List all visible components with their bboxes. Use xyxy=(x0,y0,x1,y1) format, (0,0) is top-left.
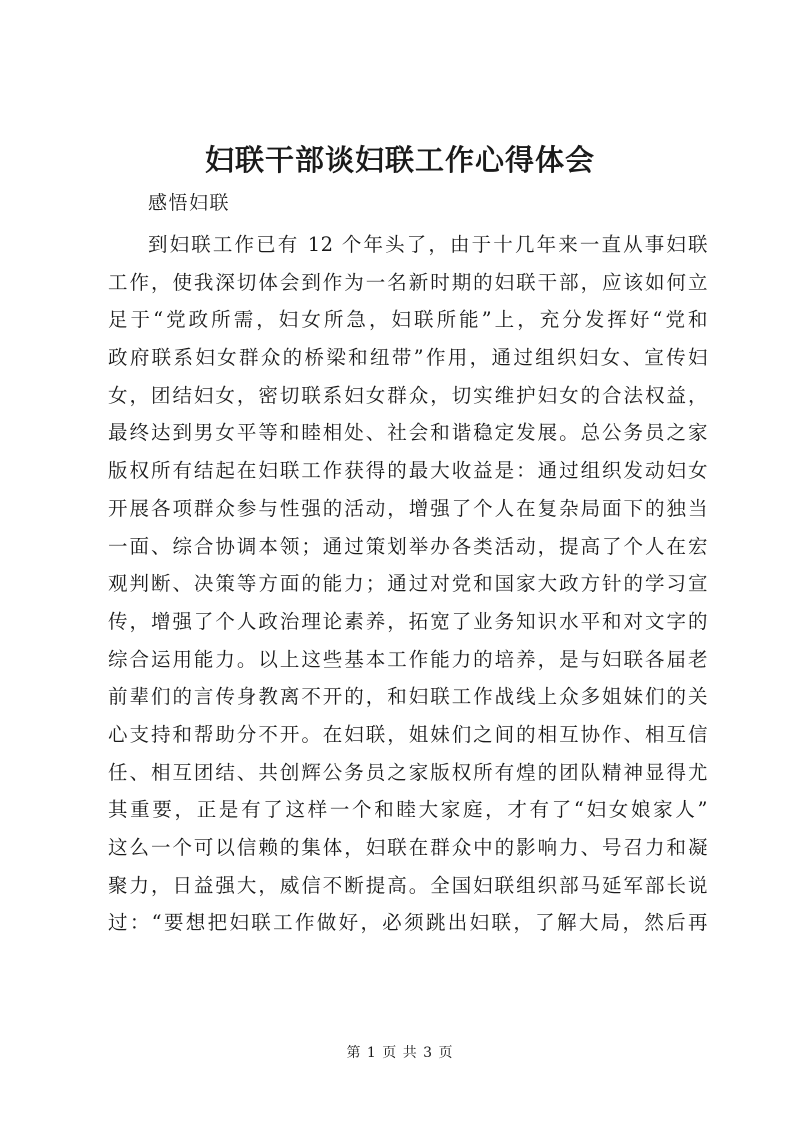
body-line: 女，团结妇女，密切联系妇女群众，切实维护妇女的合法权益， xyxy=(108,383,708,407)
body-line: 工作，使我深切体会到作为一名新时期的妇联干部，应该如何立 xyxy=(108,270,708,294)
body-line: 版权所有结起在妇联工作获得的最大收益是：通过组织发动妇女 xyxy=(108,459,708,483)
page-footer: 第 1 页 共 3 页 xyxy=(346,1045,454,1061)
body-line: 开展各项群众参与性强的活动，增强了个人在复杂局面下的独当 xyxy=(108,496,708,520)
body-line: 最终达到男女平等和睦相处、社会和谐稳定发展。总公务员之家 xyxy=(108,421,708,445)
body-line: 传，增强了个人政治理论素养，拓宽了业务知识水平和对文字的 xyxy=(108,609,708,633)
body-line: 聚力，日益强大，威信不断提高。全国妇联组织部马延军部长说 xyxy=(108,873,708,897)
body-line: 政府联系妇女群众的桥梁和纽带”作用，通过组织妇女、宣传妇 xyxy=(108,346,708,370)
body-line: 综合运用能力。以上这些基本工作能力的培养，是与妇联各届老 xyxy=(108,647,708,671)
body-line: 心支持和帮助分不开。在妇联，姐妹们之间的相互协作、相互信 xyxy=(108,722,708,746)
document-title: 妇联干部谈妇联工作心得体会 xyxy=(204,143,595,177)
body-line: 一面、综合协调本领；通过策划举办各类活动，提高了个人在宏 xyxy=(108,534,708,558)
body-line: 到妇联工作已有 12 个年头了，由于十几年来一直从事妇联 xyxy=(148,233,708,256)
body-line: 足于“党政所需，妇女所急，妇联所能”上，充分发挥好“党和 xyxy=(108,308,708,332)
body-text xyxy=(108,226,708,942)
body-line: 过：“要想把妇联工作做好，必须跳出妇联，了解大局，然后再 xyxy=(108,911,708,935)
document-subtitle: 感悟妇联 xyxy=(148,192,231,214)
body-line: 这么一个可以信赖的集体，妇联在群众中的影响力、号召力和凝 xyxy=(108,836,708,859)
body-line: 观判断、决策等方面的能力；通过对党和国家大政方针的学习宣 xyxy=(108,572,708,596)
body-line: 任、相互团结、共创辉公务员之家版权所有煌的团队精神显得尤 xyxy=(108,760,708,784)
body-line: 前辈们的言传身教离不开的，和妇联工作战线上众多姐妹们的关 xyxy=(108,685,708,709)
body-line: 其重要，正是有了这样一个和睦大家庭，才有了“妇女娘家人” xyxy=(108,798,708,822)
